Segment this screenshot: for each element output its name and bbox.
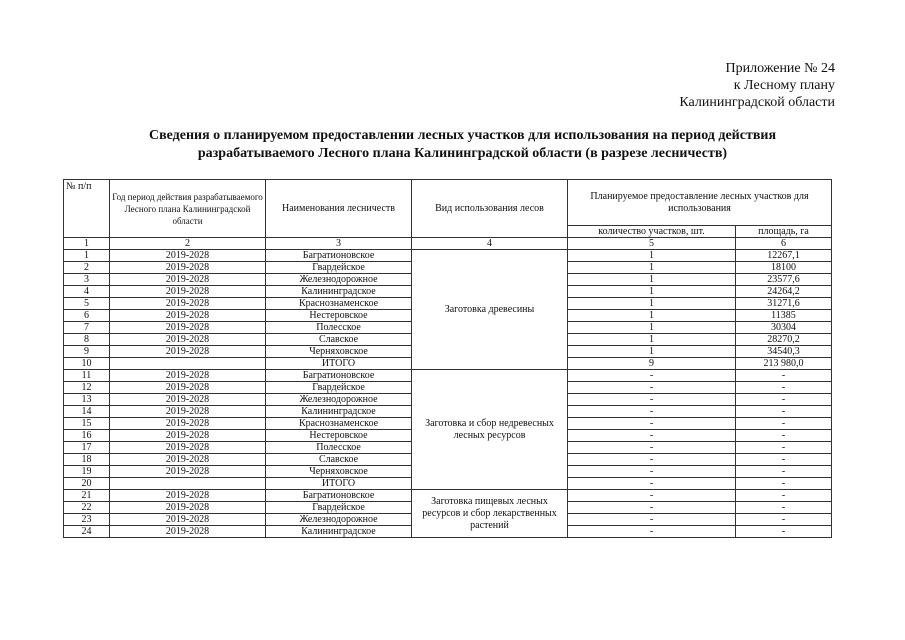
header-count: количество участков, шт. [568, 226, 736, 238]
row-forestry-name: Полесское [266, 322, 412, 334]
row-forestry-name: Багратионовское [266, 250, 412, 262]
row-period: 2019-2028 [110, 334, 266, 346]
row-number: 21 [64, 490, 110, 502]
col-number: 4 [412, 238, 568, 250]
row-number: 18 [64, 454, 110, 466]
col-number: 3 [266, 238, 412, 250]
row-area: 18100 [736, 262, 832, 274]
row-area: - [736, 466, 832, 478]
row-number: 17 [64, 442, 110, 454]
row-area: - [736, 442, 832, 454]
row-count: 1 [568, 262, 736, 274]
header-num: № п/п [64, 180, 110, 238]
row-forestry-name: Гвардейское [266, 502, 412, 514]
row-count: 1 [568, 310, 736, 322]
row-period: 2019-2028 [110, 418, 266, 430]
row-area: 23577,6 [736, 274, 832, 286]
row-period: 2019-2028 [110, 346, 266, 358]
row-number: 11 [64, 370, 110, 382]
total-label: ИТОГО [266, 358, 412, 370]
row-count: 1 [568, 286, 736, 298]
total-area: - [736, 478, 832, 490]
row-use-type: Заготовка и сбор недревесных лесных ресурсов [412, 370, 568, 490]
row-forestry-name: Гвардейское [266, 262, 412, 274]
row-period: 2019-2028 [110, 310, 266, 322]
row-count: 1 [568, 298, 736, 310]
row-period: 2019-2028 [110, 466, 266, 478]
row-number: 23 [64, 514, 110, 526]
row-use-type: Заготовка древесины [412, 250, 568, 370]
row-area: - [736, 490, 832, 502]
total-period-empty [110, 478, 266, 490]
header-planned: Планируемое предоставление лесных участков для использования [568, 180, 832, 226]
row-forestry-name: Калининградское [266, 526, 412, 538]
row-count: 1 [568, 334, 736, 346]
row-area: - [736, 382, 832, 394]
row-forestry-name: Железнодорожное [266, 274, 412, 286]
row-forestry-name: Калининградское [266, 286, 412, 298]
document-title [40, 127, 885, 163]
row-number: 14 [64, 406, 110, 418]
row-area: - [736, 502, 832, 514]
row-period: 2019-2028 [110, 370, 266, 382]
appendix-note [679, 60, 835, 111]
row-forestry-name: Багратионовское [266, 490, 412, 502]
row-forestry-name: Славское [266, 334, 412, 346]
row-count: - [568, 370, 736, 382]
row-count: 1 [568, 322, 736, 334]
row-number: 1 [64, 250, 110, 262]
col-number: 5 [568, 238, 736, 250]
row-count: 1 [568, 250, 736, 262]
total-count: 9 [568, 358, 736, 370]
row-period: 2019-2028 [110, 514, 266, 526]
row-period: 2019-2028 [110, 322, 266, 334]
header-row [64, 180, 832, 226]
row-number: 15 [64, 418, 110, 430]
row-area: - [736, 526, 832, 538]
row-forestry-name: Черняховское [266, 346, 412, 358]
row-area: 31271,6 [736, 298, 832, 310]
row-area: - [736, 454, 832, 466]
row-use-type: Заготовка пищевых лесных ресурсов и сбор лекарственных растений [412, 490, 568, 538]
header-area: площадь, га [736, 226, 832, 238]
total-number: 20 [64, 478, 110, 490]
row-number: 4 [64, 286, 110, 298]
row-forestry-name: Нестеровское [266, 310, 412, 322]
title-line-2: разрабатываемого Лесного плана Калининградской области (в разрезе лесничеств) [197, 146, 728, 161]
row-number: 13 [64, 394, 110, 406]
header-forestry: Наименования лесничеств [266, 180, 412, 238]
row-count: - [568, 454, 736, 466]
row-count: 1 [568, 346, 736, 358]
row-area: 12267,1 [736, 250, 832, 262]
row-forestry-name: Краснознаменское [266, 418, 412, 430]
col-number: 1 [64, 238, 110, 250]
row-area: - [736, 394, 832, 406]
total-area: 213 980,0 [736, 358, 832, 370]
row-forestry-name: Железнодорожное [266, 394, 412, 406]
row-area: 30304 [736, 322, 832, 334]
appendix-line-3: Калининградской области [679, 95, 835, 110]
row-forestry-name: Краснознаменское [266, 298, 412, 310]
row-area: - [736, 406, 832, 418]
col-number: 2 [110, 238, 266, 250]
row-number: 22 [64, 502, 110, 514]
row-count: - [568, 418, 736, 430]
row-forestry-name: Черняховское [266, 466, 412, 478]
row-period: 2019-2028 [110, 298, 266, 310]
forest-plots-table [63, 179, 832, 538]
row-number: 12 [64, 382, 110, 394]
row-area: - [736, 370, 832, 382]
row-period: 2019-2028 [110, 454, 266, 466]
row-count: - [568, 514, 736, 526]
row-period: 2019-2028 [110, 250, 266, 262]
row-number: 19 [64, 466, 110, 478]
row-area: - [736, 418, 832, 430]
total-number: 10 [64, 358, 110, 370]
row-count: - [568, 394, 736, 406]
row-period: 2019-2028 [110, 502, 266, 514]
header-period: Год период действия разрабатываемого Лесного плана Калининградской области [110, 180, 266, 238]
row-period: 2019-2028 [110, 430, 266, 442]
row-count: - [568, 382, 736, 394]
row-number: 24 [64, 526, 110, 538]
row-forestry-name: Железнодорожное [266, 514, 412, 526]
row-period: 2019-2028 [110, 490, 266, 502]
row-forestry-name: Гвардейское [266, 382, 412, 394]
total-period-empty [110, 358, 266, 370]
row-period: 2019-2028 [110, 274, 266, 286]
row-count: - [568, 406, 736, 418]
row-area: - [736, 430, 832, 442]
row-period: 2019-2028 [110, 526, 266, 538]
row-period: 2019-2028 [110, 262, 266, 274]
row-number: 2 [64, 262, 110, 274]
row-forestry-name: Калининградское [266, 406, 412, 418]
row-forestry-name: Полесское [266, 442, 412, 454]
table-row [64, 370, 832, 382]
row-number: 3 [64, 274, 110, 286]
total-count: - [568, 478, 736, 490]
row-number: 8 [64, 334, 110, 346]
total-label: ИТОГО [266, 478, 412, 490]
row-count: - [568, 466, 736, 478]
row-period: 2019-2028 [110, 394, 266, 406]
row-forestry-name: Багратионовское [266, 370, 412, 382]
table-row [64, 490, 832, 502]
row-count: - [568, 502, 736, 514]
row-period: 2019-2028 [110, 382, 266, 394]
row-count: - [568, 442, 736, 454]
row-area: - [736, 514, 832, 526]
row-number: 9 [64, 346, 110, 358]
row-area: 34540,3 [736, 346, 832, 358]
row-period: 2019-2028 [110, 406, 266, 418]
row-count: - [568, 526, 736, 538]
row-number: 16 [64, 430, 110, 442]
appendix-line-1: Приложение № 24 [725, 61, 835, 76]
row-area: 28270,2 [736, 334, 832, 346]
row-count: - [568, 490, 736, 502]
title-line-1: Сведения о планируемом предоставлении лесных участков для использования на период действия [148, 128, 777, 143]
row-count: 1 [568, 274, 736, 286]
header-use-type: Вид использования лесов [412, 180, 568, 238]
row-number: 7 [64, 322, 110, 334]
table-row [64, 250, 832, 262]
col-number: 6 [736, 238, 832, 250]
row-area: 24264,2 [736, 286, 832, 298]
row-area: 11385 [736, 310, 832, 322]
row-number: 5 [64, 298, 110, 310]
row-number: 6 [64, 310, 110, 322]
row-forestry-name: Нестеровское [266, 430, 412, 442]
row-period: 2019-2028 [110, 286, 266, 298]
row-forestry-name: Славское [266, 454, 412, 466]
appendix-line-2: к Лесному плану [733, 78, 835, 93]
row-count: - [568, 430, 736, 442]
column-numbers-row [64, 238, 832, 250]
row-period: 2019-2028 [110, 442, 266, 454]
